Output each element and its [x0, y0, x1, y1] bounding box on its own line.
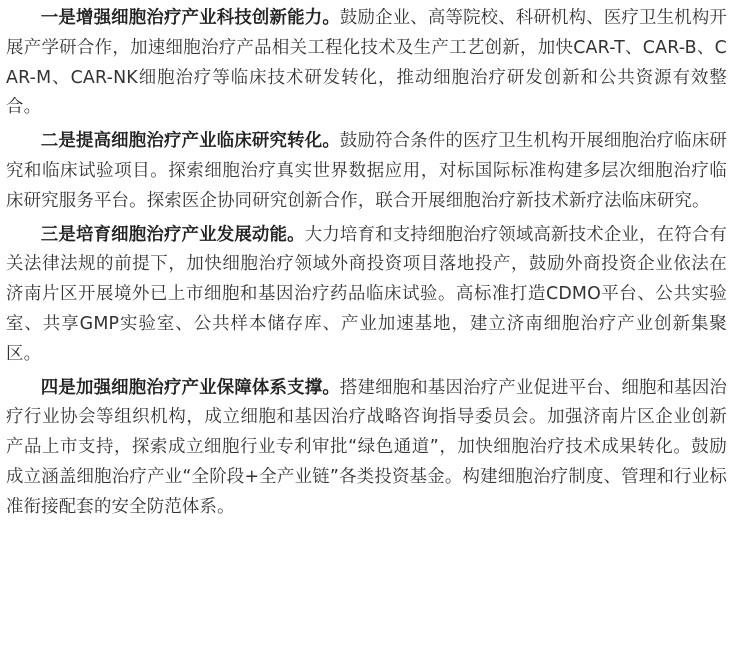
paragraph-text: 大力培育和支持细胞治疗领域高新技术企业，在符合有关法律法规的前提下，加快细胞治疗领域外商投资项目落地投产，鼓励外商投资企业依法在济南片区开展境外已上市细胞和基因治疗药品临床试验。高标准打造CDMO平台、公共实验室、共享GMP实验室、公共样本储存库、产业加速基地，建立济南细胞治疗产业创新集聚区。	[6, 224, 727, 364]
paragraph-tech-innovation	[6, 4, 727, 123]
paragraph-support-system	[6, 374, 727, 523]
paragraph-lead: 三是培育细胞治疗产业发展动能。	[40, 224, 305, 245]
paragraph-text: 鼓励企业、高等院校、科研机构、医疗卫生机构开展产学研合作，加速细胞治疗产品相关工程化技术及生产工艺创新，加快CAR-T、CAR-B、CAR-M、CAR-NK细胞治疗等临床技术研发转化，推动细胞治疗研发创新和公共资源有效整合。	[6, 8, 728, 118]
paragraph-text: 鼓励符合条件的医疗卫生机构开展细胞治疗临床研究和临床试验项目。探索细胞治疗真实世界数据应用，对标国际标准构建多层次细胞治疗临床研究服务平台。探索医企协同研究创新合作，联合开展细胞治疗新技术新疗法临床研究。	[6, 131, 728, 211]
paragraph-lead: 二是提高细胞治疗产业临床研究转化。	[40, 131, 340, 152]
paragraph-clinical-research	[6, 127, 727, 216]
paragraph-text: 搭建细胞和基因治疗产业促进平台、细胞和基因治疗行业协会等组织机构，成立细胞和基因治疗战略咨询指导委员会。加强济南片区企业创新产品上市支持，探索成立细胞行业专利审批“绿色通道”，加快细胞治疗技术成果转化。鼓励成立涵盖细胞治疗产业“全阶段+全产业链”各类投资基金。构建细胞治疗制度、管理和行业标准衔接配套的安全防范体系。	[6, 377, 728, 517]
paragraph-lead: 一是增强细胞治疗产业科技创新能力。	[40, 8, 340, 28]
paragraph-development-momentum	[6, 221, 727, 370]
paragraph-lead: 四是加强细胞治疗产业保障体系支撑。	[40, 377, 340, 398]
